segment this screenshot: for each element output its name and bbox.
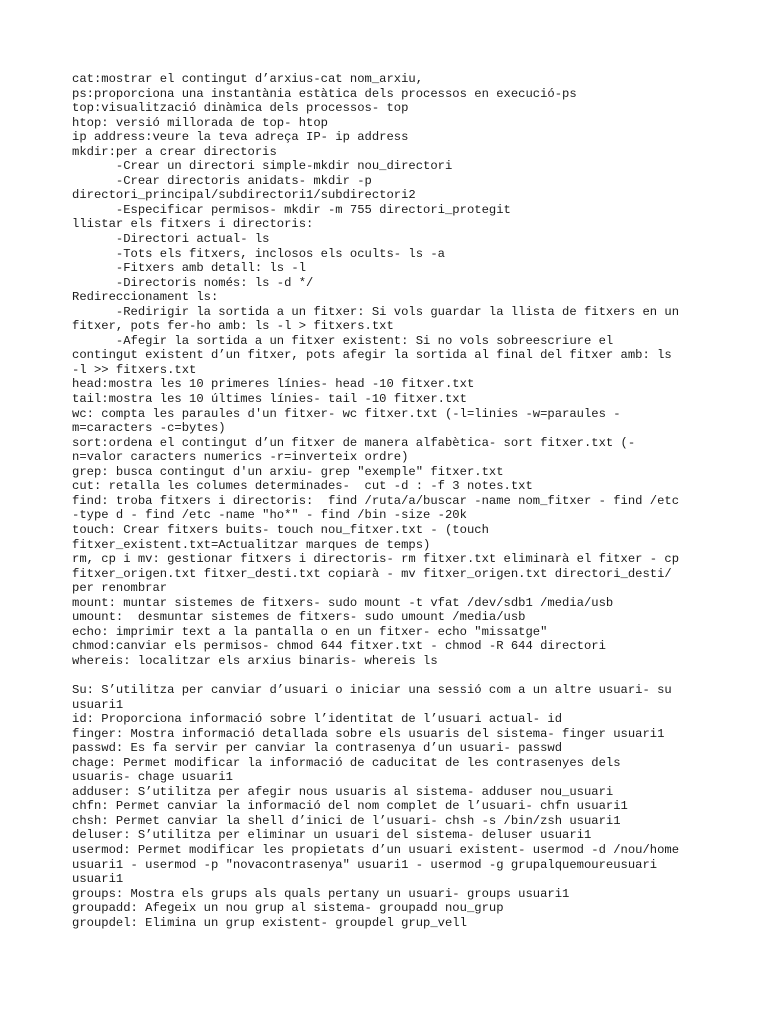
text-line: umount: desmuntar sistemes de fitxers- sudo umount /media/usb bbox=[72, 610, 526, 625]
text-line: -Directori actual- ls bbox=[72, 232, 270, 247]
text-line: chmod:canviar els permisos- chmod 644 fitxer.txt - chmod -R 644 directori bbox=[72, 639, 606, 654]
text-line: contingut existent d’un fitxer, pots afegir la sortida al final del fitxer amb: ls bbox=[72, 348, 672, 363]
text-line: -l >> fitxers.txt bbox=[72, 362, 197, 377]
document-page bbox=[72, 72, 712, 930]
text-line: -Crear un directori simple-mkdir nou_directori bbox=[72, 159, 453, 174]
text-line: sort:ordena el contingut d’un fitxer de manera alfabètica- sort fitxer.txt (- bbox=[72, 435, 636, 450]
text-line: -type d - find /etc -name "ho*" - find /bin -size -20k bbox=[72, 508, 467, 523]
text-line: usuari1 - usermod -p "novacontrasenya" usuari1 - usermod -g grupalquemoureusuari bbox=[72, 857, 658, 872]
text-line: fitxer, pots fer-ho amb: ls -l > fitxers.txt bbox=[72, 319, 394, 334]
text-line: per renombrar bbox=[72, 581, 168, 596]
text-line: Redireccionament ls: bbox=[72, 290, 219, 305]
text-line: head:mostra les 10 primeres línies- head -10 fitxer.txt bbox=[72, 377, 475, 392]
text-line: grep: busca contingut d'un arxiu- grep "exemple" fitxer.txt bbox=[72, 464, 504, 479]
text-line: htop: versió millorada de top- htop bbox=[72, 115, 328, 130]
text-line: cut: retalla les columes determinades- cut -d : -f 3 notes.txt bbox=[72, 479, 533, 494]
text-line: -Fitxers amb detall: ls -l bbox=[72, 261, 307, 276]
text-line: whereis: localitzar els arxius binaris- whereis ls bbox=[72, 653, 438, 668]
text-line: n=valor caracters numerics -r=inverteix ordre) bbox=[72, 450, 409, 465]
text-line: Su: S’utilitza per canviar d’usuari o iniciar una sessió com a un altre usuari- su bbox=[72, 682, 672, 697]
text-line: -Directoris només: ls -d */ bbox=[72, 275, 314, 290]
text-line: top:visualització dinàmica dels processos- top bbox=[72, 101, 409, 116]
text-line: mkdir:per a crear directoris bbox=[72, 144, 277, 159]
text-line: groupdel: Elimina un grup existent- groupdel grup_vell bbox=[72, 915, 467, 930]
text-line: usuaris- chage usuari1 bbox=[72, 770, 233, 785]
text-line: id: Proporciona informació sobre l’identitat de l’usuari actual- id bbox=[72, 712, 563, 727]
text-line: usermod: Permet modificar les propietats d’un usuari existent- usermod -d /nou/home bbox=[72, 842, 680, 857]
text-line: wc: compta les paraules d'un fitxer- wc fitxer.txt (-l=linies -w=paraules - bbox=[72, 406, 621, 421]
text-line: directori_principal/subdirectori1/subdirectori2 bbox=[72, 188, 416, 203]
text-line: -Tots els fitxers, inclosos els ocults- ls -a bbox=[72, 246, 445, 261]
text-line: find: troba fitxers i directoris: find /ruta/a/buscar -name nom_fitxer - find /etc bbox=[72, 493, 680, 508]
text-line: ip address:veure la teva adreça IP- ip address bbox=[72, 130, 409, 145]
text-line: llistar els fitxers i directoris: bbox=[72, 217, 314, 232]
text-line: rm, cp i mv: gestionar fitxers i directoris- rm fitxer.txt eliminarà el fitxer - cp bbox=[72, 552, 680, 567]
text-line: fitxer_origen.txt fitxer_desti.txt copiarà - mv fitxer_origen.txt directori_desti/ bbox=[72, 566, 672, 581]
text-line: -Afegir la sortida a un fitxer existent: Si no vols sobreescriure el bbox=[72, 333, 614, 348]
text-line: m=caracters -c=bytes) bbox=[72, 421, 226, 436]
text-line: finger: Mostra informació detallada sobre els usuaris del sistema- finger usuari1 bbox=[72, 726, 665, 741]
text-line: chsh: Permet canviar la shell d’inici de l’usuari- chsh -s /bin/zsh usuari1 bbox=[72, 813, 621, 828]
text-line: adduser: S’utilitza per afegir nous usuaris al sistema- adduser nou_usuari bbox=[72, 784, 614, 799]
text-line: cat:mostrar el contingut d’arxius-cat nom_arxiu, bbox=[72, 72, 424, 86]
paragraph-gap bbox=[72, 668, 712, 683]
text-line: echo: imprimir text a la pantalla o en un fitxer- echo "missatge" bbox=[72, 624, 548, 639]
text-line: groupadd: Afegeix un nou grup al sistema- groupadd nou_grup bbox=[72, 901, 504, 916]
user-commands-section bbox=[72, 683, 712, 930]
text-line: -Crear directoris anidats- mkdir -p bbox=[72, 173, 372, 188]
text-line: fitxer_existent.txt=Actualitzar marques de temps) bbox=[72, 537, 431, 552]
text-line: groups: Mostra els grups als quals pertany un usuari- groups usuari1 bbox=[72, 886, 570, 901]
command-notes-section bbox=[72, 72, 712, 668]
text-line: chage: Permet modificar la informació de caducitat de les contrasenyes dels bbox=[72, 755, 621, 770]
text-line: mount: muntar sistemes de fitxers- sudo mount -t vfat /dev/sdb1 /media/usb bbox=[72, 595, 614, 610]
text-line: passwd: Es fa servir per canviar la contrasenya d’un usuari- passwd bbox=[72, 741, 563, 756]
text-line: deluser: S’utilitza per eliminar un usuari del sistema- deluser usuari1 bbox=[72, 828, 592, 843]
text-line: -Especificar permisos- mkdir -m 755 directori_protegit bbox=[72, 202, 511, 217]
text-line: -Redirigir la sortida a un fitxer: Si vols guardar la llista de fitxers en un bbox=[72, 304, 680, 319]
text-line: touch: Crear fitxers buits- touch nou_fitxer.txt - (touch bbox=[72, 522, 489, 537]
text-line: usuari1 bbox=[72, 697, 124, 712]
text-line: usuari1 bbox=[72, 872, 124, 887]
text-line: tail:mostra les 10 últimes línies- tail -10 fitxer.txt bbox=[72, 392, 467, 407]
text-line: ps:proporciona una instantània estàtica dels processos en execució-ps bbox=[72, 86, 577, 101]
text-line: chfn: Permet canviar la informació del nom complet de l’usuari- chfn usuari1 bbox=[72, 799, 628, 814]
